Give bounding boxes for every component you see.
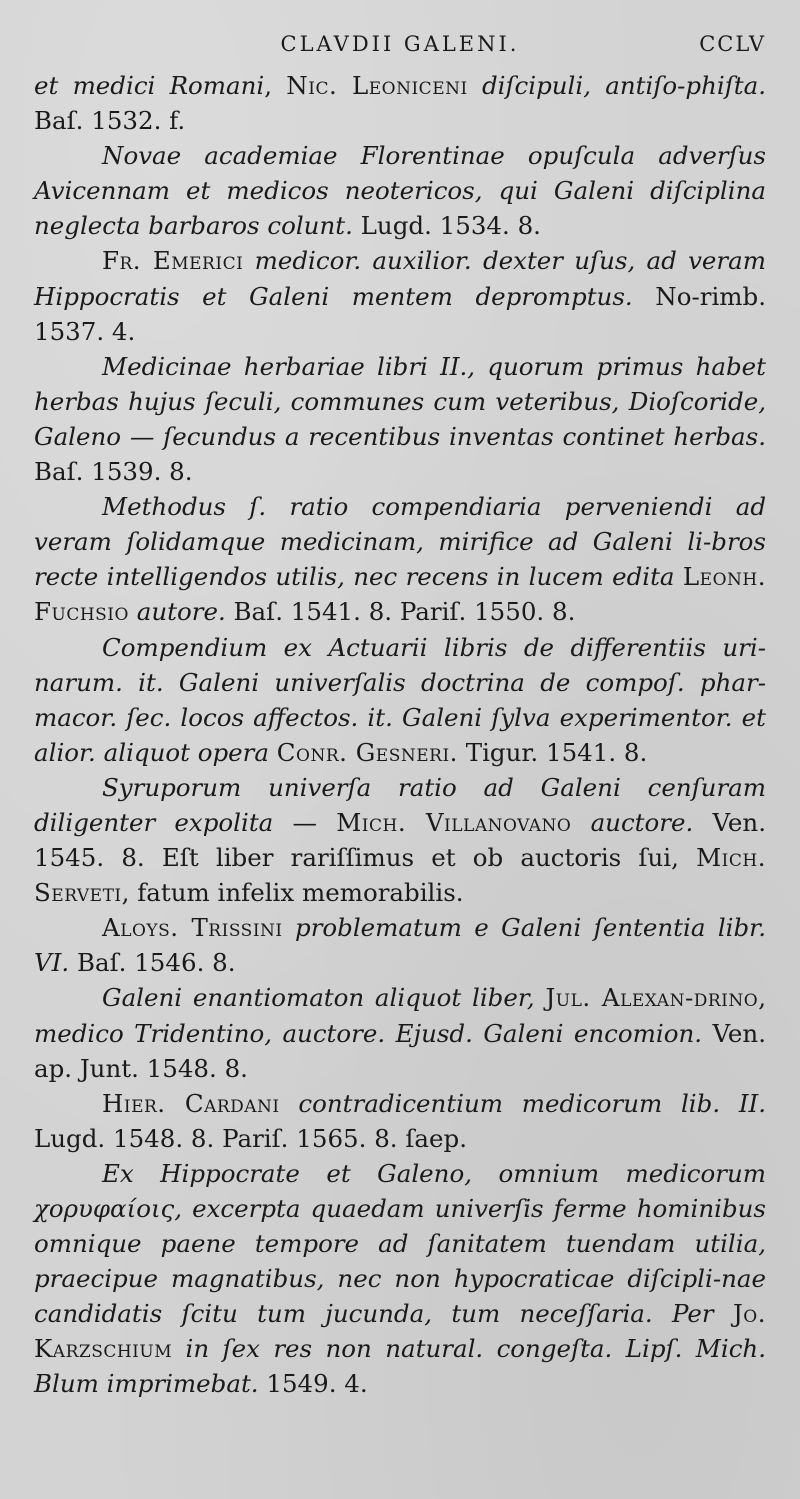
entry-text [714, 1299, 733, 1328]
entry-title-italic: auctore. [590, 807, 694, 837]
author-name: Mich. Villanovano [336, 807, 572, 837]
entry-text: , fatum infelix memorabilis. [121, 878, 464, 908]
bibliography-entry [34, 68, 766, 138]
author-name: Conr. Gesneri. [276, 737, 458, 767]
entry-title-italic: medico Tridentino, auctore. Ejusd. Galeni encomion. [34, 1018, 703, 1048]
entry-title-italic: Methodus ſ. ratio compendiaria perveniendi ad veram ſolidamque medicinam, mirifice ad Galeni li-bros recte intelligendos utilis, nec recens in lucem edita [34, 492, 766, 592]
author-name: Nic. Leoniceni [286, 71, 468, 100]
entry-text: , [264, 71, 287, 100]
author-name: Fr. Emerici [102, 246, 244, 276]
page-number: CCLV [699, 32, 766, 56]
entry-title-italic: in ſex res non natural. congeſta. Lipſ. Mich. Blum imprimebat. [34, 1334, 766, 1399]
entry-text: 1549. 4. [258, 1369, 368, 1399]
entry-text: Lugd. 1548. 8. Pariſ. 1565. 8. ſaep. [34, 1123, 467, 1153]
entry-text: Baſ. 1539. 8. [34, 457, 193, 487]
entry-title-italic: Medicinae herbariae libri II., quorum primus habet herbas hujus ſeculi, communes cum veteribus, Dioſcoride, Galeno — ſecundus a recentibus inventas continet herbas. [34, 351, 766, 451]
entry-text: , [758, 983, 766, 1013]
author-name: Jul. Alexan-drino [545, 983, 759, 1013]
entry-title-italic: autore. [136, 597, 226, 627]
entry-title-italic: diſcipuli, antiſo-phiſta. [481, 71, 767, 100]
entry-text [675, 562, 683, 591]
entry-text [243, 246, 254, 275]
entry-text [172, 1334, 185, 1363]
entry-title-italic: Syruporum univerſa ratio ad Galeni cenſuram diligenter expolita — [34, 772, 766, 837]
entry-text: Ven. 1545. 8. Eſt liber rariſſimus et ob auctoris ſui, [34, 807, 766, 873]
entry-text [468, 71, 482, 100]
entry-text [571, 808, 590, 837]
entry-text [317, 808, 336, 837]
entry-text [535, 983, 546, 1012]
entry-text [269, 738, 277, 767]
bibliography-entry [34, 980, 766, 1085]
bibliography-entry [34, 910, 766, 980]
entry-text [280, 1089, 299, 1118]
bibliography-entry [34, 243, 766, 348]
entry-text: Ven. ap. Junt. 1548. 8. [34, 1018, 766, 1083]
bibliography-text [34, 68, 766, 1402]
author-name: Jo. Karzschium [34, 1299, 766, 1364]
entry-text: Lugd. 1534. 8. [352, 211, 541, 241]
entry-title-italic: Compendium ex Actuarii libris de differentiis uri-narum. it. Galeni univerſalis doctrina de compoſ. phar-macor. ſec. locos affectos. it. Galeni ſylva experimentor. et alior. aliquot opera [34, 632, 766, 767]
bibliography-entry [34, 349, 766, 489]
entry-text: Baſ. 1546. 8. [69, 948, 236, 978]
entry-title-italic: problematum e Galeni ſententia libr. VI. [34, 913, 766, 978]
entry-title-italic: Ex Hippocrate et Galeno, omnium medicorum χορυφαίοις, excerpta quaedam univerſis ferme hominibus omnique paene tempore ad ſanitatem tuendam utilia, praecipue magnatibus, nec non hypocraticae diſcipli-nae candidatis ſcitu tum jucunda, tum neceſſaria. Per [34, 1158, 766, 1329]
entry-text [283, 913, 295, 942]
bibliography-entry [34, 630, 766, 770]
entry-text: Baſ. 1541. 8. Pariſ. 1550. 8. [225, 597, 576, 627]
entry-title-italic: Galeni enantiomaton aliquot liber, [102, 983, 535, 1013]
author-name: Leonh. Fuchsio [34, 562, 766, 627]
entry-text: No-rimb. 1537. 4. [34, 281, 766, 346]
entry-title-italic: et medici Romani [34, 71, 265, 100]
bibliography-entry [34, 1156, 766, 1402]
bibliography-entry [34, 138, 766, 243]
author-name: Mich. Serveti [34, 843, 766, 908]
author-name: Hier. Cardani [102, 1088, 280, 1118]
entry-title-italic: medicor. auxilior. dexter uſus, ad veram Hippocratis et Galeni mentem depromptus. [34, 246, 766, 311]
running-head [34, 26, 766, 68]
entry-text [129, 597, 137, 626]
bibliography-entry [34, 1086, 766, 1156]
entry-text: Baſ. 1532. f. [34, 106, 186, 136]
bibliography-entry [34, 770, 766, 910]
entry-text: Tigur. 1541. 8. [457, 737, 648, 767]
author-name: Aloys. Trissini [102, 913, 283, 943]
entry-title-italic: contradicentium medicorum lib. II. [298, 1088, 766, 1118]
bibliography-entry [34, 489, 766, 629]
running-title: CLAVDII GALENI. [280, 32, 520, 56]
entry-title-italic: Novae academiae Florentinae opuſcula adverſus Avicennam et medicos neotericos, qui Galeni diſciplina neglecta barbaros colunt. [34, 141, 766, 241]
